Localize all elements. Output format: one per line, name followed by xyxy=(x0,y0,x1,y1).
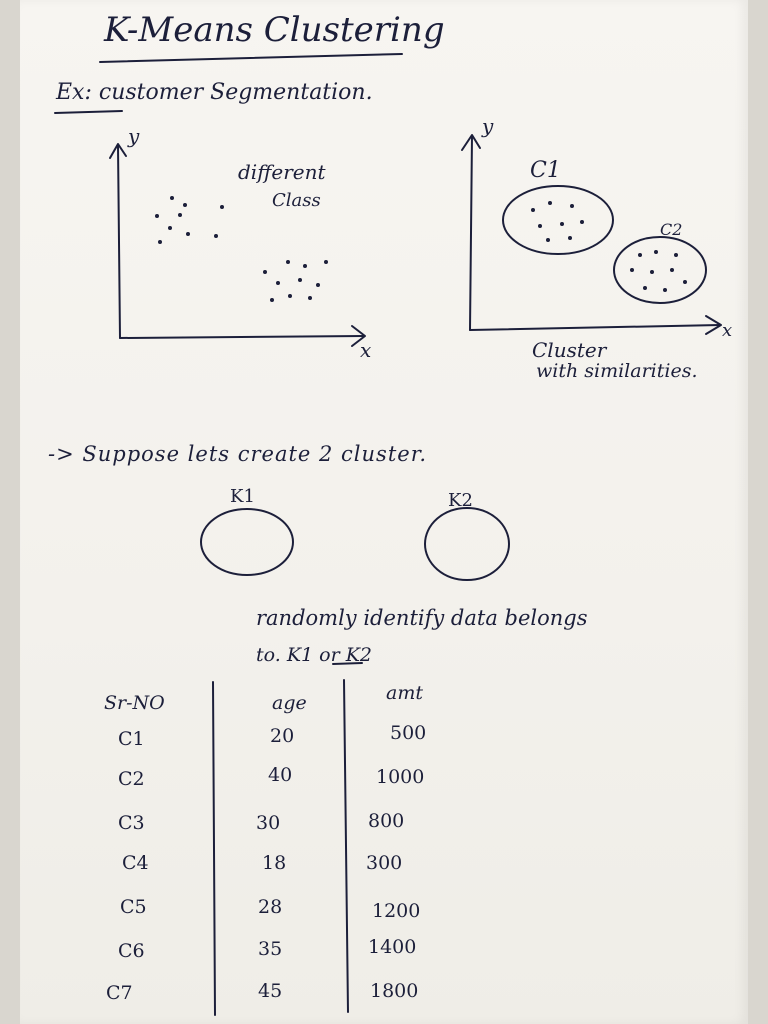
table-row-2-amt: 1000 xyxy=(376,766,425,788)
right-y-axis xyxy=(470,136,472,330)
right-caption-line2: with similarities. xyxy=(536,360,698,382)
k1-label: K1 xyxy=(230,486,255,507)
table-row-1-age: 20 xyxy=(270,725,295,747)
random-line1: randomly identify data belongs xyxy=(256,606,588,630)
scatter-points xyxy=(155,196,687,302)
table-row-1-id: C1 xyxy=(118,728,145,750)
title-underline xyxy=(100,54,402,62)
table-row-5-amt: 1200 xyxy=(372,900,421,922)
table-header-srno: Sr-NO xyxy=(104,692,165,714)
random-line2: to. K1 or K2 xyxy=(256,644,372,666)
left-annotation-line1: different xyxy=(238,160,326,184)
cluster-c2-label: C2 xyxy=(660,220,683,239)
table-row-7-id: C7 xyxy=(106,982,133,1004)
left-annotation-line2: Class xyxy=(272,190,321,211)
right-x-label: x xyxy=(722,320,733,341)
left-x-label: x xyxy=(360,338,372,362)
table-row-2-id: C2 xyxy=(118,768,145,790)
suppose-line: -> Suppose lets create 2 cluster. xyxy=(48,442,428,466)
table-row-3-id: C3 xyxy=(118,812,145,834)
table-row-6-amt: 1400 xyxy=(368,936,417,958)
table-row-5-age: 28 xyxy=(258,896,283,918)
page-title: K-Means Clustering xyxy=(104,10,445,50)
right-x-axis xyxy=(470,325,720,330)
table-header-age: age xyxy=(272,692,307,714)
table-row-2-age: 40 xyxy=(268,764,293,786)
table-row-6-age: 35 xyxy=(258,938,283,960)
table-row-4-age: 18 xyxy=(262,852,287,874)
right-y-label: y xyxy=(482,114,494,138)
table-divider-1 xyxy=(213,682,215,1015)
cluster-c2-ellipse xyxy=(614,237,706,303)
table-row-6-id: C6 xyxy=(118,940,145,962)
table-header-amt: amt xyxy=(386,682,423,704)
table-row-4-id: C4 xyxy=(122,852,149,874)
right-caption-line1: Cluster xyxy=(532,338,607,362)
left-y-axis xyxy=(118,146,120,338)
k1-circle xyxy=(201,509,293,575)
table-row-7-amt: 1800 xyxy=(370,980,419,1002)
table-row-3-amt: 800 xyxy=(368,810,405,832)
table-divider-2 xyxy=(344,680,348,1012)
example-line: Ex: customer Segmentation. xyxy=(56,80,373,105)
table-row-4-amt: 300 xyxy=(366,852,403,874)
table-row-1-amt: 500 xyxy=(390,722,427,744)
k2-label: K2 xyxy=(448,490,473,511)
cluster-c1-ellipse xyxy=(503,186,613,254)
cluster-c1-label: C1 xyxy=(530,158,561,183)
ex-underline xyxy=(55,111,122,113)
table-row-3-age: 30 xyxy=(256,812,281,834)
k2-circle xyxy=(425,508,509,580)
table-row-7-age: 45 xyxy=(258,980,283,1002)
left-x-axis xyxy=(120,336,364,338)
left-y-label: y xyxy=(128,124,140,148)
table-row-5-id: C5 xyxy=(120,896,147,918)
